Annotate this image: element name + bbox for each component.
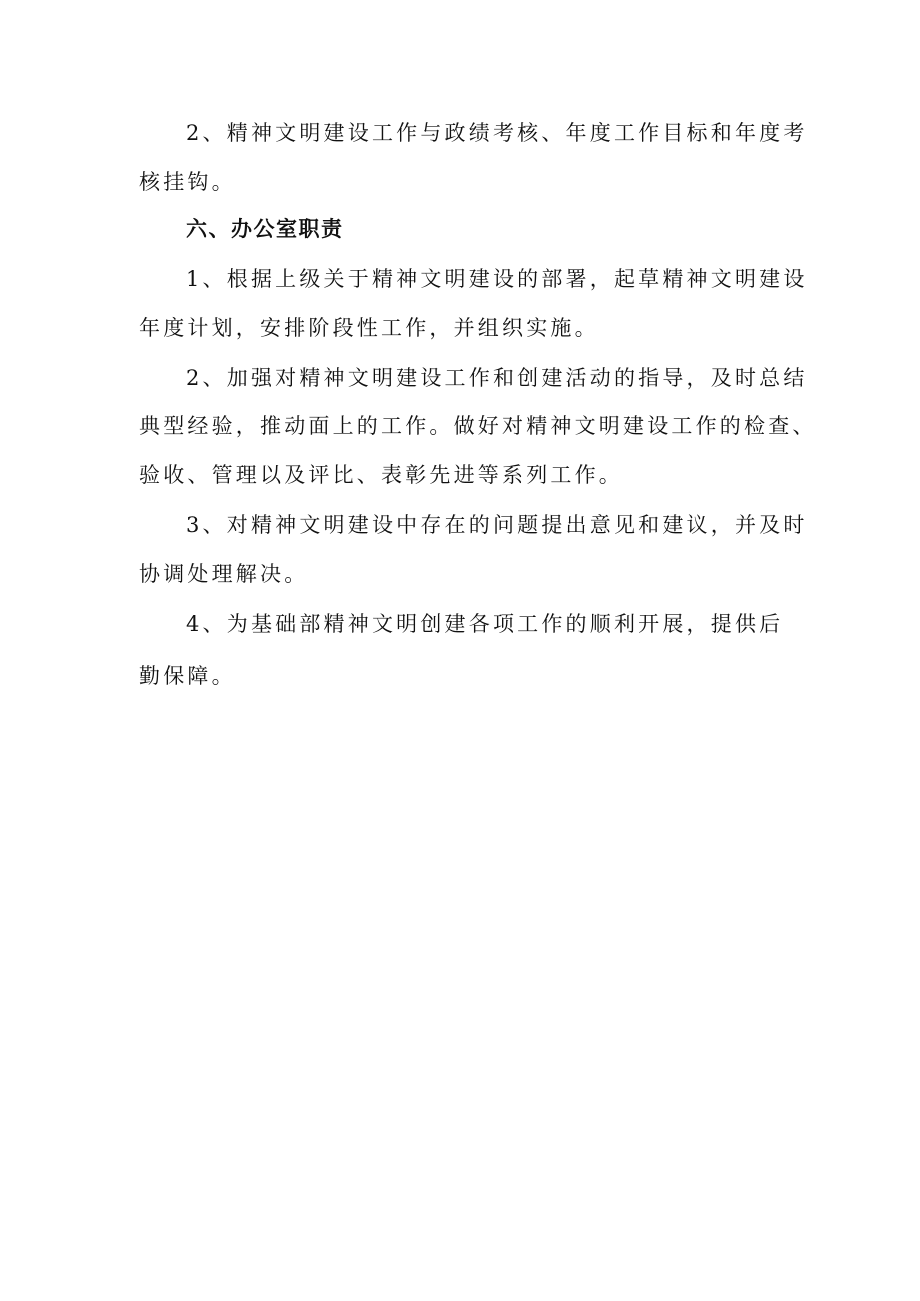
section-6-item-4-line-1: 4、为基础部精神文明创建各项工作的顺利开展，提供后	[186, 612, 784, 636]
section-6-item-1-line-2: 年度计划，安排阶段性工作，并组织实施。	[139, 316, 599, 340]
paragraph-5-2-line-1: 2、精神文明建设工作与政绩考核、年度工作目标和年度考	[186, 121, 808, 145]
section-6-heading: 六、办公室职责	[186, 217, 344, 241]
section-6-item-3-line-2: 协调处理解决。	[139, 562, 309, 586]
section-6-item-4-line-2: 勤保障。	[139, 664, 236, 688]
section-6-item-3-line-1: 3、对精神文明建设中存在的问题提出意见和建议，并及时	[186, 513, 808, 537]
section-6-item-2-line-2: 典型经验，推动面上的工作。做好对精神文明建设工作的检查、	[139, 414, 817, 438]
section-6-item-2-line-1: 2、加强对精神文明建设工作和创建活动的指导，及时总结	[186, 366, 808, 390]
section-6-item-2-line-3: 验收、管理以及评比、表彰先进等系列工作。	[139, 463, 623, 487]
section-6-item-1-line-1: 1、根据上级关于精神文明建设的部署，起草精神文明建设	[186, 267, 808, 291]
paragraph-5-2-line-2: 核挂钩。	[139, 170, 236, 194]
